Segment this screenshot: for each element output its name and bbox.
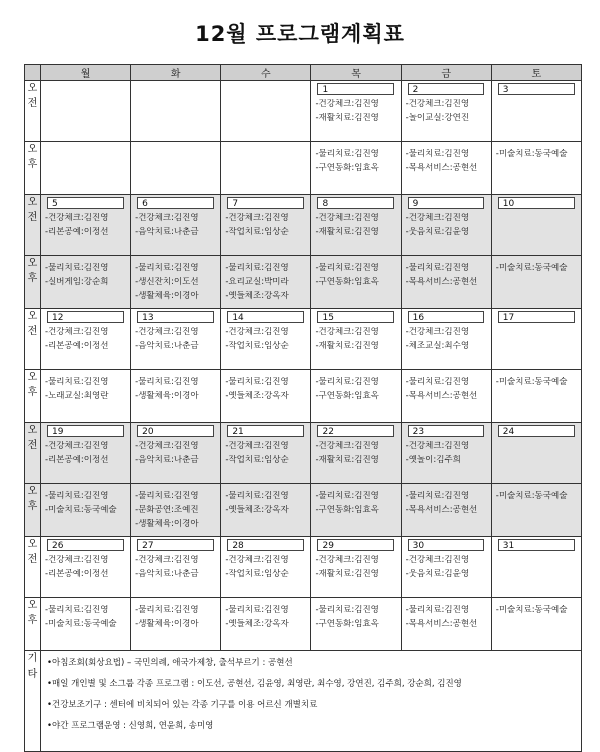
activity-item: -재활치료:김진영 (315, 341, 379, 351)
day-cell-pm (41, 484, 131, 537)
week-am-row (25, 423, 582, 484)
day-cell-pm (311, 370, 401, 423)
date-box: 12 (47, 311, 124, 323)
activity-item: -목욕서비스:공현선 (405, 619, 478, 629)
day-cell-pm (401, 256, 491, 309)
activity-item: -물리치료:김진영 (405, 605, 470, 615)
day-cell-pm (491, 142, 581, 195)
activity-item: -건강체크:김진영 (405, 327, 470, 337)
week-am-row (25, 195, 582, 256)
week-pm-row (25, 598, 582, 651)
activity-item: -건강체크:김진영 (45, 441, 109, 451)
activity-item: -물리치료:김진영 (315, 263, 379, 273)
activity-item: -옛들체조:강옥자 (225, 505, 289, 515)
activity-item: -실버게임:강순희 (45, 277, 109, 287)
schedule-table (24, 64, 582, 752)
activity-item: -건강체크:김진영 (135, 555, 199, 565)
activity-item: -구연동화:임효옥 (315, 277, 379, 287)
activity-item: -건강체크:김진영 (225, 327, 289, 337)
note-item: •아침조회(회상요법) – 국민의례, 애국가제창, 출석부르기 : 공현선 (47, 658, 293, 668)
activity-item: -건강체크:김진영 (315, 555, 379, 565)
date-box: 28 (227, 539, 304, 551)
am-label (25, 81, 41, 142)
activity-item: -구연동화:임효옥 (315, 163, 379, 173)
activity-item: -물리치료:김진영 (315, 491, 379, 501)
day-cell-am (221, 81, 311, 142)
activity-item: -작업치료:임상순 (225, 569, 289, 579)
day-cell-pm (401, 142, 491, 195)
activity-item: -목욕서비스:공현선 (405, 505, 478, 515)
day-cell-pm (401, 484, 491, 537)
day-cell-pm (311, 484, 401, 537)
day-cell-am (491, 195, 581, 256)
day-cell-pm (311, 598, 401, 651)
activity-item: -미술치료:동국예술 (45, 619, 117, 629)
activity-item: -물리치료:김진영 (225, 377, 289, 387)
activity-item: -웃음치료:김윤영 (405, 569, 470, 579)
activity-item: -생활체육:이경아 (135, 619, 199, 629)
day-cell-pm (131, 142, 221, 195)
notes-cell (41, 651, 582, 752)
activity-item: -생활체육:이경아 (135, 519, 199, 529)
date-box: 3 (498, 83, 575, 95)
activity-item: -물리치료:김진영 (405, 263, 470, 273)
activity-item: -구연동화:임효옥 (315, 391, 379, 401)
notes-label-text: 기 타 (27, 653, 38, 680)
activity-item: -생활체육:이경아 (135, 291, 199, 301)
day-cell-pm (41, 256, 131, 309)
activity-item: -리본공예:이정선 (45, 341, 109, 351)
date-box: 31 (498, 539, 575, 551)
activity-item: -작업치료:임상순 (225, 341, 289, 351)
pm-label (25, 256, 41, 309)
day-cell-pm (311, 256, 401, 309)
day-cell-am (221, 309, 311, 370)
weekday-header: 토 (491, 65, 581, 81)
activity-item: -건강체크:김진영 (225, 555, 289, 565)
activity-item: -미술치료:동국예술 (495, 605, 568, 615)
activity-item: -미술치료:동국예술 (495, 377, 568, 387)
am-label (25, 537, 41, 598)
activity-item: -옛들체조:강옥자 (225, 391, 289, 401)
pm-label-text: 오 후 (27, 600, 38, 626)
day-cell-am (131, 195, 221, 256)
day-cell-pm (131, 598, 221, 651)
activity-item: -건강체크:김진영 (135, 327, 199, 337)
activity-item: -문화공연:조예진 (135, 505, 199, 515)
activity-item: -건강체크:김진영 (315, 327, 379, 337)
day-cell-pm (221, 484, 311, 537)
date-box: 5 (47, 197, 124, 209)
weekday-header: 월 (41, 65, 131, 81)
activity-item: -물리치료:김진영 (225, 491, 289, 501)
week-pm-row (25, 142, 582, 195)
day-cell-am (311, 81, 401, 142)
am-label (25, 195, 41, 256)
activity-item: -물리치료:김진영 (135, 605, 199, 615)
activity-item: -건강체크:김진영 (45, 213, 109, 223)
day-cell-pm (41, 142, 131, 195)
date-box: 22 (317, 425, 394, 437)
activity-item: -음악치료:나춘금 (135, 341, 199, 351)
activity-item: -건강체크:김진영 (135, 441, 199, 451)
note-item: •건강보조기구 : 센터에 비치되어 있는 각종 기구를 이용 어르신 개별치료 (47, 700, 318, 710)
am-label-text: 오 전 (27, 539, 38, 565)
day-cell-pm (311, 142, 401, 195)
week-pm-row (25, 484, 582, 537)
activity-item: -물리치료:김진영 (45, 263, 109, 273)
day-cell-pm (131, 370, 221, 423)
activity-item: -요리교실:박미라 (225, 277, 289, 287)
activity-item: -노래교실:최영란 (45, 391, 109, 401)
date-box: 19 (47, 425, 124, 437)
date-box: 20 (137, 425, 214, 437)
date-box: 30 (408, 539, 485, 551)
activity-item: -건강체크:김진영 (405, 213, 470, 223)
activity-item: -재활치료:김진영 (315, 227, 379, 237)
day-cell-am (401, 309, 491, 370)
date-box: 26 (47, 539, 124, 551)
date-box: 7 (227, 197, 304, 209)
date-box: 15 (317, 311, 394, 323)
day-cell-pm (491, 370, 581, 423)
activity-item: -물리치료:김진영 (225, 263, 289, 273)
activity-item: -구연동화:임효옥 (315, 619, 379, 629)
weekday-header: 목 (311, 65, 401, 81)
date-box: 6 (137, 197, 214, 209)
am-label-text: 오 전 (27, 83, 38, 109)
date-box: 2 (408, 83, 485, 95)
pm-label (25, 142, 41, 195)
pm-label (25, 598, 41, 651)
activity-item: -물리치료:김진영 (315, 377, 379, 387)
activity-item: -물리치료:김진영 (315, 605, 379, 615)
date-box: 17 (498, 311, 575, 323)
weekday-header-row (25, 65, 582, 81)
notes-label (25, 651, 41, 752)
activity-item: -건강체크:김진영 (225, 213, 289, 223)
activity-item: -미술치료:동국예술 (495, 491, 568, 501)
am-label-text: 오 전 (27, 425, 38, 451)
activity-item: -목욕서비스:공현선 (405, 163, 478, 173)
activity-item: -음악치료:나춘금 (135, 455, 199, 465)
day-cell-am (401, 423, 491, 484)
day-cell-pm (221, 142, 311, 195)
activity-item: -물리치료:김진영 (45, 491, 109, 501)
activity-item: -리본공예:이정선 (45, 455, 109, 465)
activity-item: -건강체크:김진영 (225, 441, 289, 451)
activity-item: -생신잔치:이도선 (135, 277, 199, 287)
weekday-header: 화 (131, 65, 221, 81)
activity-item: -건강체크:김진영 (135, 213, 199, 223)
day-cell-am (41, 81, 131, 142)
activity-item: -옛들체조:강옥자 (225, 291, 289, 301)
date-box: 1 (317, 83, 394, 95)
date-box: 29 (317, 539, 394, 551)
day-cell-am (401, 195, 491, 256)
activity-item: -미술치료:동국예술 (495, 263, 568, 273)
activity-item: -물리치료:김진영 (135, 263, 199, 273)
activity-item: -웃음치료:김윤영 (405, 227, 470, 237)
activity-item: -물리치료:김진영 (405, 491, 470, 501)
day-cell-am (311, 537, 401, 598)
header-corner (25, 65, 41, 81)
week-pm-row (25, 370, 582, 423)
day-cell-am (221, 537, 311, 598)
date-box: 10 (498, 197, 575, 209)
am-label-text: 오 전 (27, 311, 38, 337)
date-box: 14 (227, 311, 304, 323)
activity-item: -옛들체조:강옥자 (225, 619, 289, 629)
pm-label-text: 오 후 (27, 486, 38, 512)
date-box: 9 (408, 197, 485, 209)
activity-item: -음악치료:나춘금 (135, 227, 199, 237)
weekday-header: 금 (401, 65, 491, 81)
note-item: •야간 프로그램운영 : 신영희, 연윤희, 송미영 (47, 721, 214, 731)
activity-item: -건강체크:김진영 (405, 99, 470, 109)
notes-row (25, 651, 582, 752)
week-am-row (25, 81, 582, 142)
day-cell-am (401, 81, 491, 142)
am-label-text: 오 전 (27, 197, 38, 223)
date-box: 24 (498, 425, 575, 437)
activity-item: -리본공예:이정선 (45, 227, 109, 237)
date-box: 21 (227, 425, 304, 437)
activity-item: -물리치료:김진영 (135, 491, 199, 501)
activity-item: -건강체크:김진영 (45, 555, 109, 565)
day-cell-am (131, 309, 221, 370)
activity-item: -물리치료:김진영 (315, 149, 379, 159)
activity-item: -물리치료:김진영 (405, 149, 470, 159)
day-cell-am (221, 423, 311, 484)
pm-label (25, 484, 41, 537)
day-cell-am (131, 423, 221, 484)
day-cell-pm (401, 370, 491, 423)
day-cell-am (41, 195, 131, 256)
activity-item: -음악치료:나춘금 (135, 569, 199, 579)
day-cell-am (491, 309, 581, 370)
date-box: 27 (137, 539, 214, 551)
activity-item: -옛놀이:김주희 (405, 455, 461, 465)
day-cell-pm (491, 598, 581, 651)
weekday-header: 수 (221, 65, 311, 81)
pm-label-text: 오 후 (27, 258, 38, 284)
day-cell-am (491, 81, 581, 142)
day-cell-pm (221, 598, 311, 651)
day-cell-pm (221, 256, 311, 309)
day-cell-am (311, 195, 401, 256)
activity-item: -미술치료:동국예술 (45, 505, 117, 515)
day-cell-am (311, 309, 401, 370)
day-cell-am (491, 537, 581, 598)
activity-item: -물리치료:김진영 (405, 377, 470, 387)
activity-item: -건강체크:김진영 (315, 213, 379, 223)
activity-item: -체조교실:최수영 (405, 341, 470, 351)
pm-label-text: 오 후 (27, 144, 38, 170)
activity-item: -건강체크:김진영 (405, 441, 470, 451)
activity-item: -리본공예:이정선 (45, 569, 109, 579)
day-cell-am (41, 423, 131, 484)
am-label (25, 423, 41, 484)
activity-item: -재활치료:김진영 (315, 113, 379, 123)
activity-item: -재활치료:김진영 (315, 455, 379, 465)
day-cell-pm (41, 598, 131, 651)
date-box: 8 (317, 197, 394, 209)
activity-item: -건강체크:김진영 (405, 555, 470, 565)
date-box: 13 (137, 311, 214, 323)
activity-item: -놀이교실:강연진 (405, 113, 470, 123)
activity-item: -생활체육:이경아 (135, 391, 199, 401)
day-cell-am (131, 81, 221, 142)
activity-item: -작업치료:임상순 (225, 455, 289, 465)
date-box: 16 (408, 311, 485, 323)
day-cell-pm (131, 484, 221, 537)
day-cell-am (491, 423, 581, 484)
day-cell-pm (221, 370, 311, 423)
pm-label (25, 370, 41, 423)
day-cell-pm (491, 256, 581, 309)
day-cell-am (41, 537, 131, 598)
activity-item: -건강체크:김진영 (315, 441, 379, 451)
page-title: 12월 프로그램계획표 (195, 22, 405, 46)
activity-item: -물리치료:김진영 (45, 605, 109, 615)
activity-item: -물리치료:김진영 (225, 605, 289, 615)
activity-item: -물리치료:김진영 (45, 377, 109, 387)
day-cell-pm (131, 256, 221, 309)
activity-item: -재활치료:김진영 (315, 569, 379, 579)
day-cell-am (311, 423, 401, 484)
day-cell-pm (41, 370, 131, 423)
activity-item: -건강체크:김진영 (45, 327, 109, 337)
day-cell-pm (401, 598, 491, 651)
activity-item: -목욕서비스:공현선 (405, 277, 478, 287)
activity-item: -작업치료:임상순 (225, 227, 289, 237)
activity-item: -물리치료:김진영 (135, 377, 199, 387)
am-label (25, 309, 41, 370)
day-cell-pm (491, 484, 581, 537)
day-cell-am (41, 309, 131, 370)
date-box: 23 (408, 425, 485, 437)
week-am-row (25, 537, 582, 598)
day-cell-am (401, 537, 491, 598)
activity-item: -건강체크:김진영 (315, 99, 379, 109)
day-cell-am (221, 195, 311, 256)
pm-label-text: 오 후 (27, 372, 38, 398)
week-pm-row (25, 256, 582, 309)
activity-item: -구연동화:임효옥 (315, 505, 379, 515)
note-item: •매일 개인별 및 소그룹 각종 프로그램 : 이도선, 공현선, 김윤영, 최영란, 최수영, 강연진, 김주희, 강순희, 김진영 (47, 679, 462, 689)
week-am-row (25, 309, 582, 370)
activity-item: -목욕서비스:공현선 (405, 391, 478, 401)
day-cell-am (131, 537, 221, 598)
activity-item: -미술치료:동국예술 (495, 149, 568, 159)
